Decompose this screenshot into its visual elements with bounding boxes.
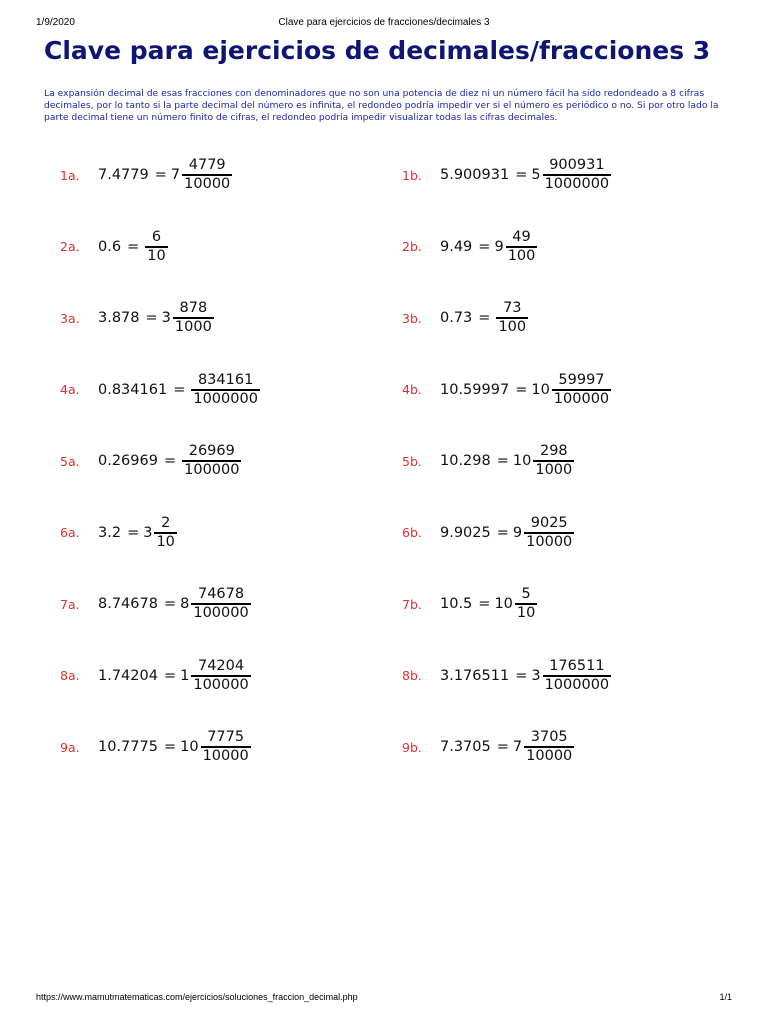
- problem-item: [60, 512, 177, 554]
- numerator: 834161: [197, 371, 254, 388]
- numerator: 4779: [188, 157, 226, 173]
- numerator: 74678: [197, 586, 245, 602]
- numerator: 3705: [530, 729, 568, 745]
- problem-item: [402, 369, 611, 411]
- problem-label: 3a.: [60, 310, 80, 326]
- fraction: [201, 729, 251, 765]
- fraction: [145, 229, 167, 265]
- whole-part: 3: [143, 524, 153, 541]
- fraction: [524, 729, 574, 765]
- numerator: 6: [151, 228, 162, 245]
- denominator: 100: [498, 319, 527, 335]
- decimal-value: 3.2: [98, 524, 122, 541]
- denominator: 100000: [193, 605, 249, 621]
- whole-part: 1: [180, 667, 190, 684]
- problem-label: 1a.: [60, 167, 80, 183]
- problem-item: [402, 655, 611, 697]
- whole-part: 3: [161, 310, 171, 326]
- problem-label: 4a.: [60, 382, 80, 397]
- problem-item: [60, 655, 251, 697]
- problem-item: [60, 726, 251, 768]
- equals-sign: =: [515, 381, 528, 398]
- problem-item: [402, 154, 611, 196]
- decimal-value: 1.74204: [98, 667, 158, 684]
- intro-paragraph: La expansión decimal de esas fracciones con denominadores que no son una potencia de diez ni un número fácil ha sido redondeado a 8 cifras decimales, por lo tanto si la parte decimal del número es infinita, el redondeo podría impedir ver si el número es periódico o no. Si por otro lado la parte decimal tiene un número finito de cifras, el redondeo podría impedir visualizar todas las cifras decimales.: [44, 88, 719, 123]
- decimal-value: 9.9025: [440, 524, 491, 541]
- problem-item: [402, 297, 528, 339]
- problem-label: 8b.: [402, 668, 422, 683]
- problem-item: [60, 154, 232, 196]
- whole-part: 7: [170, 167, 181, 183]
- problem-label: 7b.: [402, 596, 422, 612]
- problem-label: 2b.: [402, 239, 422, 254]
- denominator: 1000000: [544, 676, 610, 693]
- fraction: [524, 515, 574, 551]
- print-title: Clave para ejercicios de fracciones/decimales 3: [278, 17, 490, 28]
- numerator: 26969: [188, 443, 235, 459]
- whole-part: 10: [531, 381, 550, 398]
- problem-item: [60, 583, 251, 625]
- decimal-value: 10.7775: [98, 739, 158, 755]
- equals-sign: =: [496, 453, 509, 469]
- print-date: 1/9/2020: [36, 17, 75, 28]
- equals-sign: =: [163, 667, 177, 684]
- fraction: [191, 586, 250, 622]
- problem-item: [60, 440, 241, 482]
- problem-label: 7a.: [60, 596, 80, 612]
- whole-part: 7: [512, 739, 523, 755]
- fraction: [182, 443, 241, 479]
- decimal-value: 0.73: [440, 310, 473, 326]
- whole-part: 9: [512, 524, 523, 541]
- problem-label: 2a.: [60, 239, 80, 254]
- denominator: 100000: [193, 676, 249, 693]
- fraction: [191, 658, 250, 694]
- numerator: 298: [539, 443, 568, 459]
- numerator: 176511: [549, 657, 605, 674]
- denominator: 1000: [535, 462, 573, 478]
- equals-sign: =: [127, 238, 140, 255]
- fraction: [173, 300, 214, 336]
- problem-item: [60, 369, 260, 411]
- denominator: 10: [516, 605, 536, 621]
- equals-sign: =: [478, 596, 491, 612]
- numerator: 7775: [207, 729, 245, 745]
- decimal-value: 7.3705: [440, 739, 491, 755]
- problem-item: [60, 226, 168, 268]
- decimal-value: 5.900931: [440, 167, 510, 183]
- whole-part: 3: [531, 667, 541, 684]
- equals-sign: =: [173, 381, 186, 398]
- problem-label: 6b.: [402, 525, 422, 540]
- problem-item: [402, 226, 537, 268]
- numerator: 2: [161, 514, 171, 531]
- equals-sign: =: [478, 238, 491, 255]
- decimal-value: 0.834161: [98, 381, 168, 398]
- numerator: 5: [521, 586, 531, 602]
- whole-part: 9: [494, 238, 504, 255]
- decimal-value: 9.49: [440, 238, 473, 255]
- page-title: Clave para ejercicios de decimales/fracciones 3: [44, 36, 711, 65]
- whole-part: 8: [180, 596, 190, 612]
- decimal-value: 8.74678: [98, 596, 158, 612]
- whole-part: 10: [180, 739, 199, 755]
- fraction: [543, 658, 612, 694]
- fraction: [191, 372, 260, 408]
- denominator: 1000000: [544, 176, 610, 192]
- denominator: 100: [507, 247, 536, 264]
- problem-label: 6a.: [60, 525, 80, 540]
- fraction: [182, 157, 232, 193]
- equals-sign: =: [496, 739, 509, 755]
- whole-part: 10: [494, 596, 513, 612]
- problem-item: [402, 583, 537, 625]
- decimal-value: 0.26969: [98, 453, 158, 469]
- whole-part: 10: [512, 453, 532, 469]
- problem-label: 3b.: [402, 310, 422, 326]
- problem-label: 1b.: [402, 167, 422, 183]
- problem-label: 8a.: [60, 668, 80, 683]
- equals-sign: =: [515, 167, 528, 183]
- numerator: 49: [512, 228, 531, 245]
- fraction: [506, 229, 538, 265]
- numerator: 59997: [558, 371, 605, 388]
- denominator: 10000: [526, 533, 573, 550]
- numerator: 73: [503, 300, 522, 316]
- problem-label: 5b.: [402, 453, 422, 469]
- problem-label: 9a.: [60, 739, 80, 755]
- problem-label: 5a.: [60, 453, 80, 469]
- decimal-value: 10.59997: [440, 381, 510, 398]
- problem-item: [402, 440, 574, 482]
- decimal-value: 10.298: [440, 453, 491, 469]
- denominator: 10000: [526, 748, 573, 764]
- denominator: 100000: [553, 390, 610, 407]
- decimal-value: 10.5: [440, 596, 473, 612]
- equals-sign: =: [163, 453, 177, 469]
- equals-sign: =: [154, 167, 167, 183]
- numerator: 878: [179, 300, 208, 316]
- denominator: 1000: [174, 319, 212, 335]
- problem-item: [402, 726, 574, 768]
- equals-sign: =: [163, 596, 177, 612]
- numerator: 74204: [197, 657, 245, 674]
- denominator: 100000: [184, 462, 240, 478]
- numerator: 9025: [530, 514, 568, 531]
- decimal-value: 3.176511: [440, 667, 510, 684]
- problem-label: 9b.: [402, 739, 422, 755]
- fraction: [543, 157, 612, 193]
- numerator: 900931: [549, 157, 605, 173]
- equals-sign: =: [515, 667, 528, 684]
- whole-part: 5: [531, 167, 541, 183]
- decimal-value: 0.6: [98, 238, 122, 255]
- equals-sign: =: [145, 310, 158, 326]
- fraction: [496, 300, 528, 336]
- fraction: [533, 443, 574, 479]
- print-url: https://www.mamutmatematicas.com/ejercicios/soluciones_fraccion_decimal.php: [36, 992, 358, 1002]
- decimal-value: 7.4779: [98, 167, 149, 183]
- equals-sign: =: [478, 310, 491, 326]
- page-number: 1/1: [719, 992, 732, 1002]
- denominator: 10: [156, 533, 175, 550]
- equals-sign: =: [163, 739, 177, 755]
- problem-label: 4b.: [402, 382, 422, 397]
- fraction: [552, 372, 611, 408]
- equals-sign: =: [127, 524, 140, 541]
- fraction: [154, 515, 176, 551]
- denominator: 10000: [202, 748, 249, 764]
- denominator: 1000000: [193, 390, 258, 407]
- fraction: [515, 586, 537, 622]
- decimal-value: 3.878: [98, 310, 140, 326]
- denominator: 10: [147, 247, 166, 264]
- problem-item: [60, 297, 214, 339]
- denominator: 10000: [184, 176, 231, 192]
- print-footer: [36, 992, 732, 1006]
- equals-sign: =: [496, 524, 509, 541]
- problem-item: [402, 512, 574, 554]
